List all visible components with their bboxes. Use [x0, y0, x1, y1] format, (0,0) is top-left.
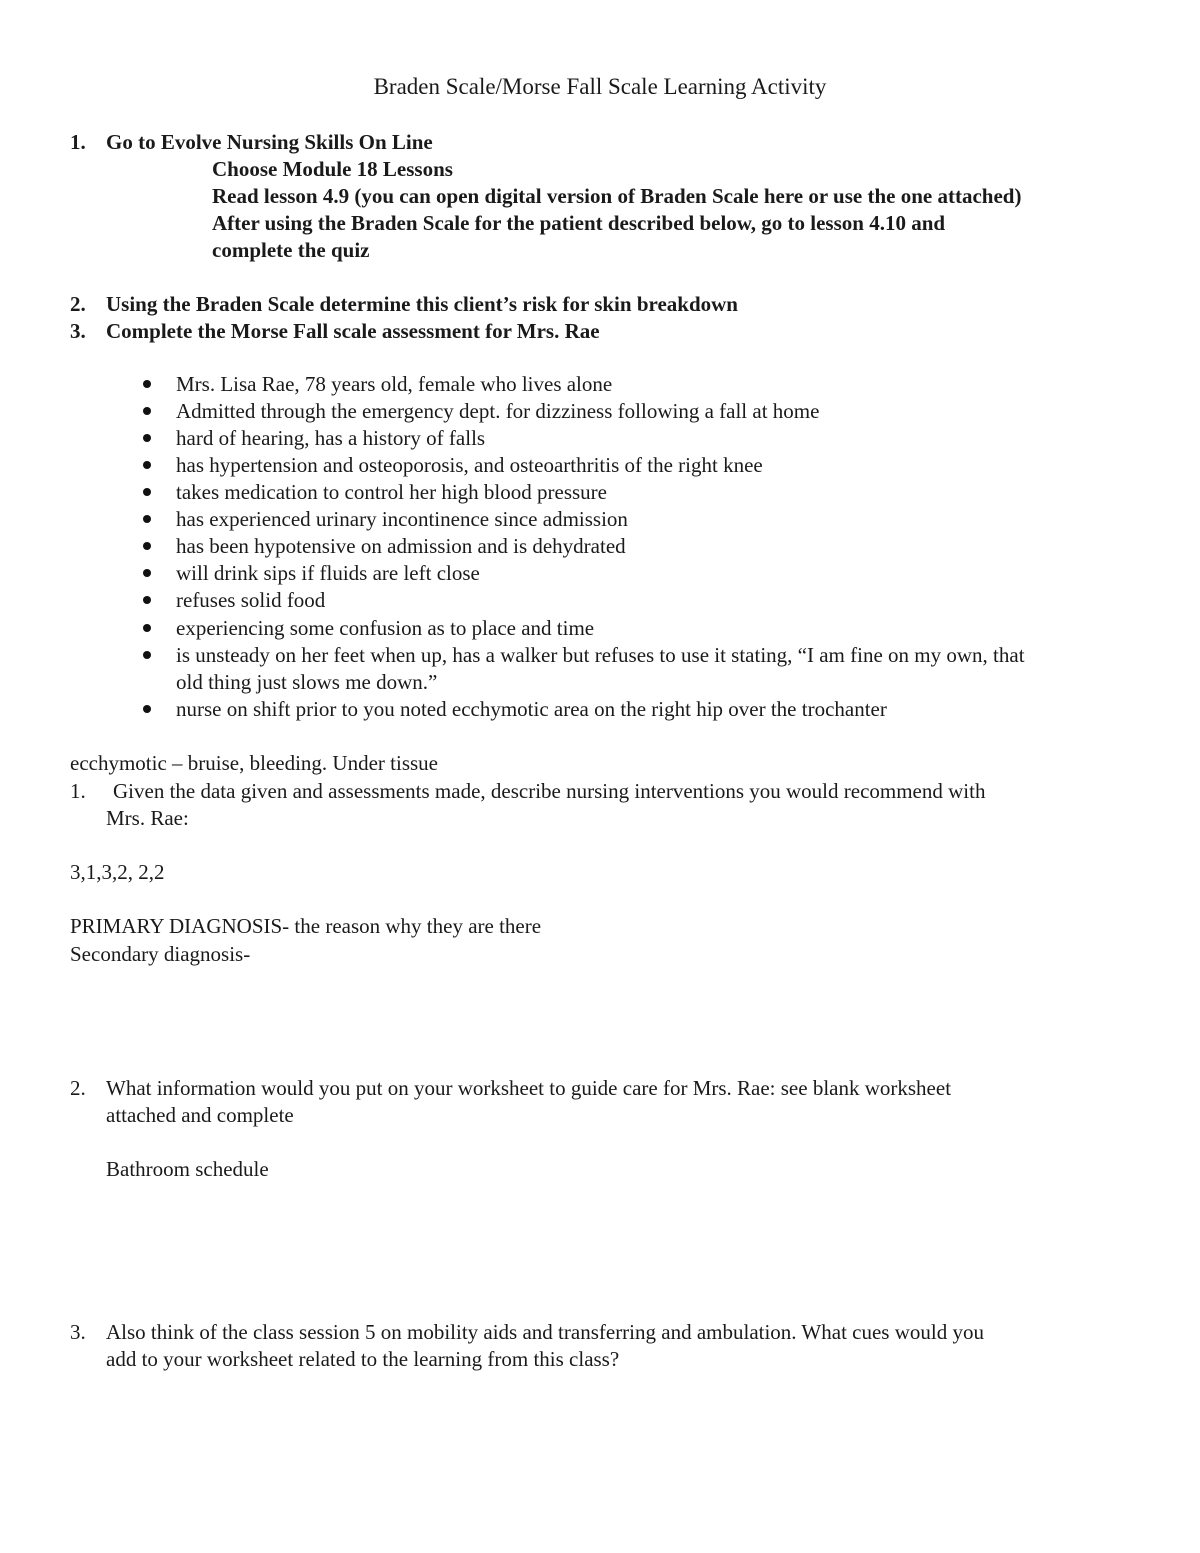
- primary-diagnosis-note: PRIMARY DIAGNOSIS- the reason why they are there: [70, 914, 542, 938]
- bullet-dot: [143, 596, 151, 604]
- patient-bullet-text: will drink sips if fluids are left close: [176, 561, 480, 585]
- step-sub-line: complete the quiz: [212, 238, 370, 262]
- patient-bullet-text: takes medication to control her high blood pressure: [176, 480, 607, 504]
- step-number: 2.: [70, 292, 86, 316]
- bullet-dot: [143, 542, 151, 550]
- step-sub-line: Read lesson 4.9 (you can open digital version of Braden Scale here or use the one attached): [212, 184, 1022, 208]
- bullet-dot: [143, 380, 151, 388]
- patient-bullet-text: refuses solid food: [176, 588, 326, 612]
- patient-bullet-text: experiencing some confusion as to place and time: [176, 616, 595, 640]
- step-sub-line: After using the Braden Scale for the patient described below, go to lesson 4.10 and: [212, 211, 946, 235]
- page-title: Braden Scale/Morse Fall Scale Learning Activity: [373, 74, 827, 99]
- step-text: Go to Evolve Nursing Skills On Line: [106, 130, 433, 154]
- patient-bullet-text: is unsteady on her feet when up, has a walker but refuses to use it stating, “I am fine on my own, that: [176, 643, 1025, 667]
- secondary-diagnosis-note: Secondary diagnosis-: [70, 942, 251, 966]
- question-text: Given the data given and assessments made, describe nursing interventions you would recommend with: [113, 779, 986, 803]
- question-number: 1.: [70, 779, 86, 803]
- question-text-continued: add to your worksheet related to the learning from this class?: [106, 1347, 620, 1371]
- patient-bullet-text: Admitted through the emergency dept. for dizziness following a fall at home: [176, 399, 820, 423]
- bullet-dot: [143, 434, 151, 442]
- bullet-dot: [143, 488, 151, 496]
- bullet-dot: [143, 515, 151, 523]
- bullet-dot: [143, 407, 151, 415]
- patient-bullet-text: nurse on shift prior to you noted ecchymotic area on the right hip over the trochanter: [176, 697, 887, 721]
- bullet-dot: [143, 624, 151, 632]
- bullet-dot: [143, 461, 151, 469]
- bullet-dot: [143, 569, 151, 577]
- step-number: 1.: [70, 130, 86, 154]
- patient-bullet-text-continued: old thing just slows me down.”: [176, 670, 438, 694]
- patient-bullet-text: Mrs. Lisa Rae, 78 years old, female who lives alone: [176, 372, 613, 396]
- step-text: Complete the Morse Fall scale assessment for Mrs. Rae: [106, 319, 600, 343]
- patient-bullet-text: hard of hearing, has a history of falls: [176, 426, 486, 450]
- patient-bullet-text: has been hypotensive on admission and is dehydrated: [176, 534, 626, 558]
- patient-bullet-text: has experienced urinary incontinence since admission: [176, 507, 628, 531]
- question-answer: Bathroom schedule: [106, 1157, 269, 1181]
- question-text: Also think of the class session 5 on mobility aids and transferring and ambulation. What cues would you: [106, 1320, 984, 1344]
- question-text-continued: Mrs. Rae:: [106, 806, 189, 830]
- step-sub-line: Choose Module 18 Lessons: [212, 157, 453, 181]
- ecchymotic-note: ecchymotic – bruise, bleeding. Under tissue: [70, 751, 438, 775]
- step-text: Using the Braden Scale determine this client’s risk for skin breakdown: [106, 292, 738, 316]
- question-number: 3.: [70, 1320, 86, 1344]
- bullet-dot: [143, 705, 151, 713]
- question-number: 2.: [70, 1076, 86, 1100]
- question-text-continued: attached and complete: [106, 1103, 294, 1127]
- question-text: What information would you put on your worksheet to guide care for Mrs. Rae: see blank worksheet: [106, 1076, 952, 1100]
- patient-bullet-text: has hypertension and osteoporosis, and osteoarthritis of the right knee: [176, 453, 763, 477]
- step-number: 3.: [70, 319, 86, 343]
- bullet-dot: [143, 651, 151, 659]
- braden-scores: 3,1,3,2, 2,2: [70, 860, 165, 884]
